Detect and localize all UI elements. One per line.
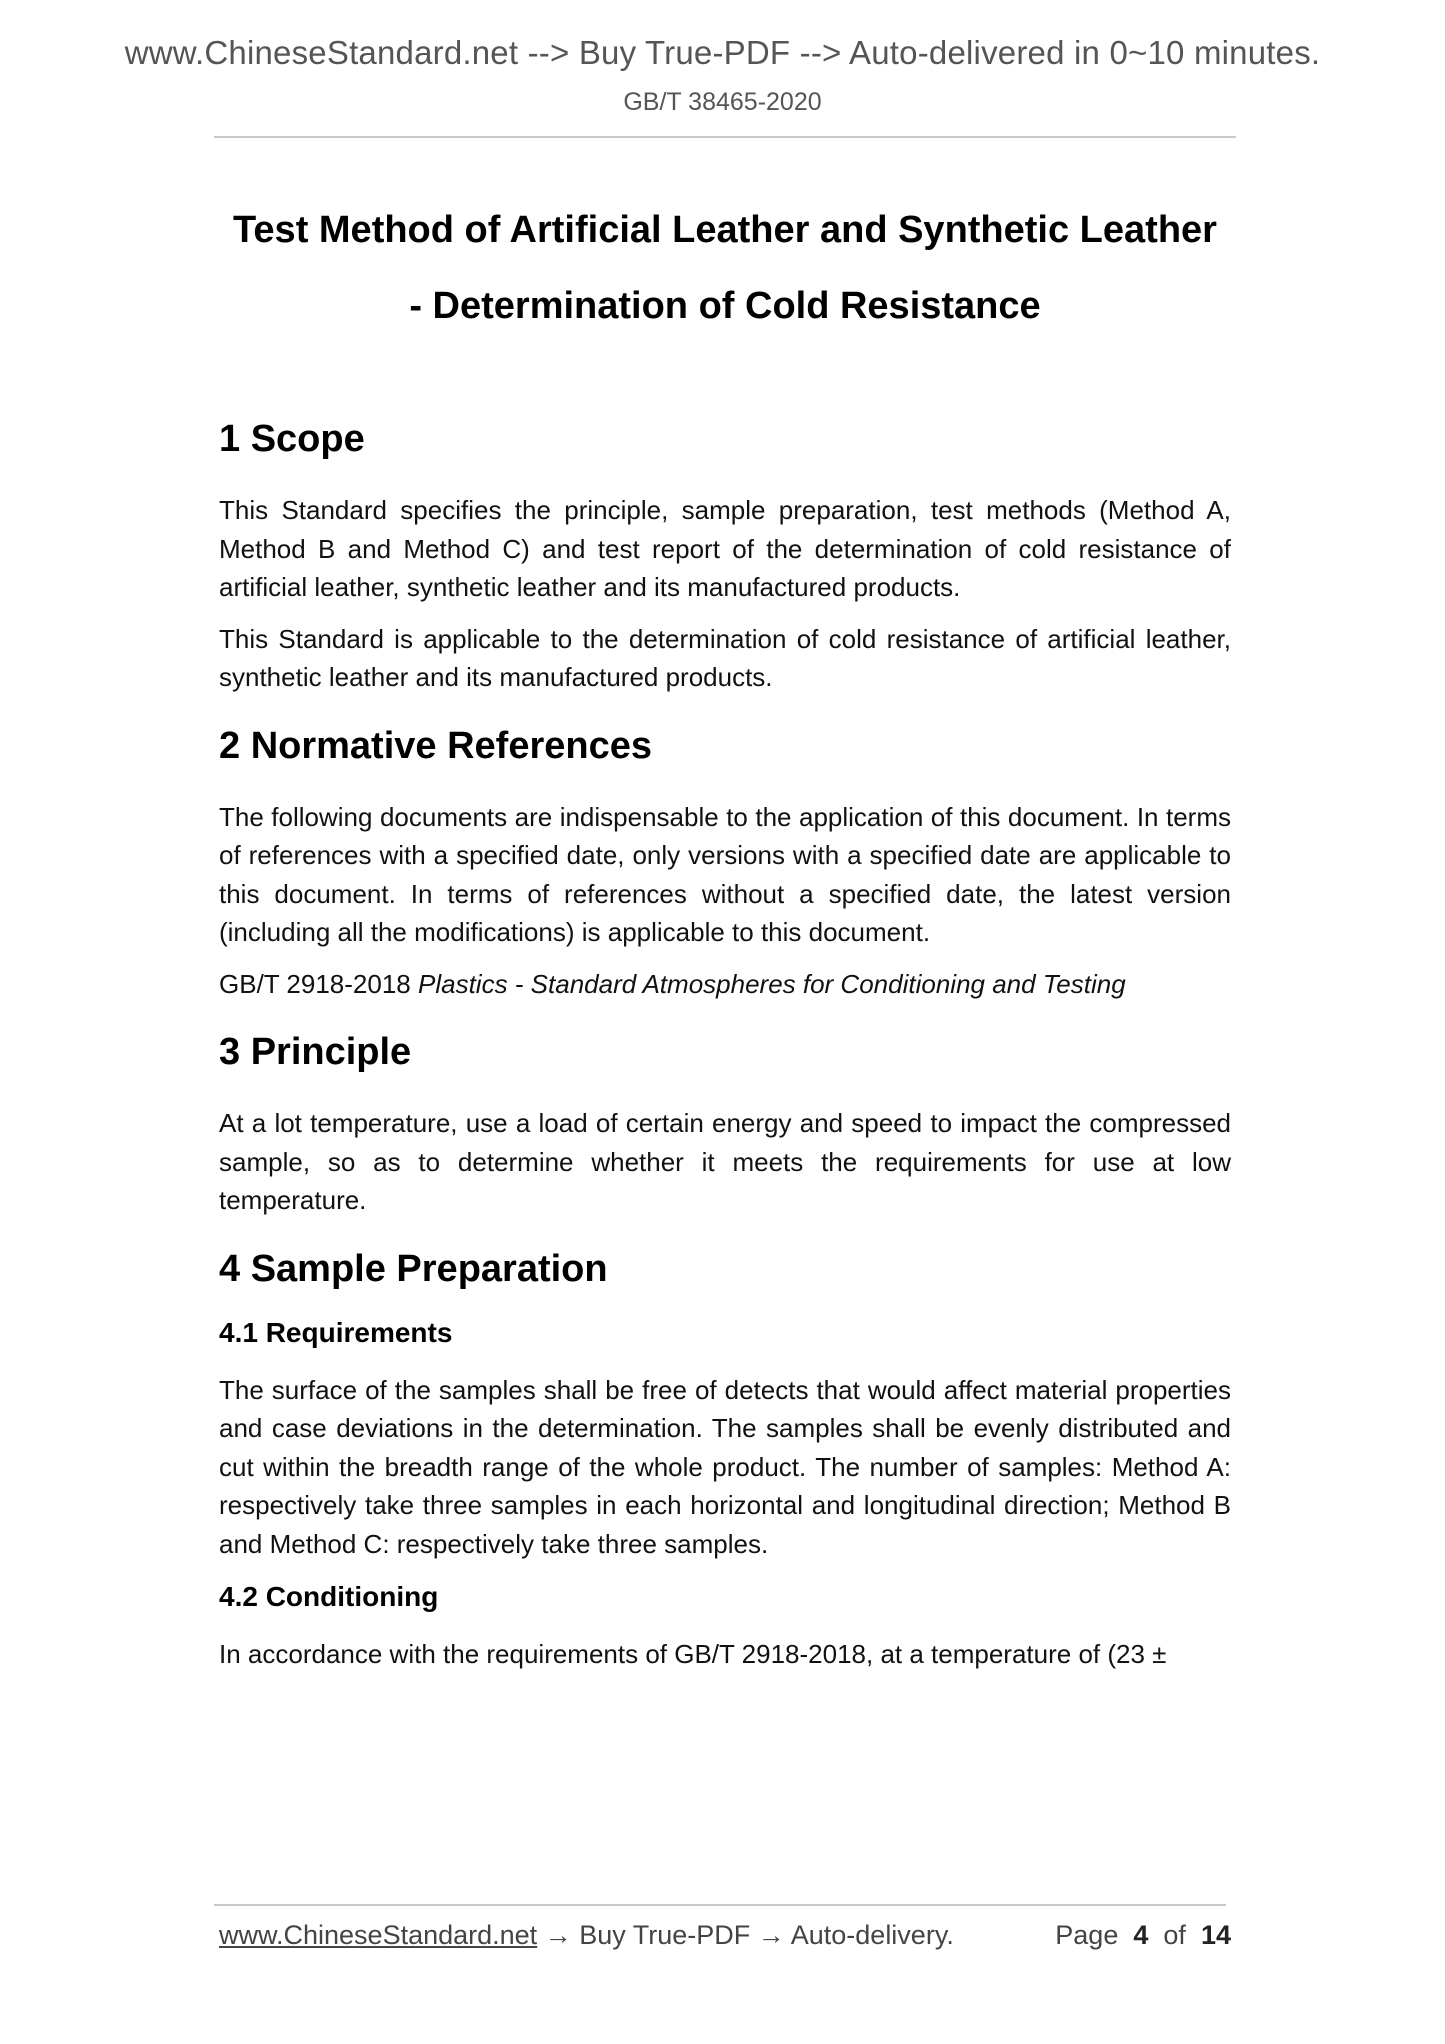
of-label: of <box>1163 1920 1186 1950</box>
document-title <box>219 192 1231 344</box>
title-line-1: Test Method of Artificial Leather and Synthetic Leather <box>233 209 1217 251</box>
top-banner: www.ChineseStandard.net --> Buy True-PDF --> Auto-delivered in 0~10 minutes. <box>124 34 1321 71</box>
scope-paragraph-2: This Standard is applicable to the determination of cold resistance of artificial leather, synthetic leather and its manufactured products. <box>219 623 1231 692</box>
document-code: GB/T 38465-2020 <box>623 88 822 116</box>
reference-title: Plastics - Standard Atmospheres for Conditioning and Testing <box>418 968 1126 999</box>
normative-reference-item <box>219 965 1231 1004</box>
page-content <box>219 192 1231 1674</box>
footer-website-link[interactable]: www.ChineseStandard.net <box>219 1920 538 1950</box>
section-heading-sample-preparation: 4 Sample Preparation <box>219 1247 608 1290</box>
subsection-heading-requirements: 4.1 Requirements <box>219 1316 453 1348</box>
section-heading-principle: 3 Principle <box>219 1031 412 1073</box>
normative-paragraph: The following documents are indispensable to the application of this document. In terms of references with a specified date, only versions with a specified date are applicable to this document. In terms of references without a specified date, the latest version (including all the modifications) is applicable to this document. <box>219 801 1231 947</box>
title-line-2: - Determination of Cold Resistance <box>409 285 1041 327</box>
reference-code: GB/T 2918-2018 <box>219 968 411 999</box>
footer-divider <box>214 1904 1226 1906</box>
footer-promo-text: → Buy True-PDF → Auto-delivery. <box>537 1920 954 1950</box>
section-heading-normative-references: 2 Normative References <box>219 724 652 767</box>
conditioning-paragraph: In accordance with the requirements of GB/T 2918-2018, at a temperature of (23 ± <box>219 1639 1167 1669</box>
page-current: 4 <box>1133 1920 1149 1950</box>
page-total: 14 <box>1200 1920 1231 1950</box>
page-label: Page <box>1055 1920 1119 1950</box>
footer-promo <box>219 1920 954 1951</box>
requirements-paragraph: The surface of the samples shall be free of detects that would affect material properties and case deviations in the determination. The samples shall be evenly distributed and cut within the breadth range of the whole product. The number of samples: Method A: respectively take three samples in each horizontal and longitudinal direction; Method B and Method C: respectively take three samples. <box>219 1374 1231 1559</box>
principle-paragraph: At a lot temperature, use a load of certain energy and speed to impact the compressed sample, so as to determine whether it meets the requirements for use at low temperature. <box>219 1108 1231 1215</box>
section-heading-scope: 1 Scope <box>219 418 365 460</box>
scope-paragraph-1: This Standard specifies the principle, sample preparation, test methods (Method A, Method B and Method C) and test report of the determination of cold resistance of artificial leather, synthetic leather and its manufactured products. <box>219 495 1231 602</box>
subsection-heading-conditioning: 4.2 Conditioning <box>219 1581 439 1612</box>
page-number <box>1055 1920 1231 1951</box>
header-divider <box>214 136 1236 138</box>
